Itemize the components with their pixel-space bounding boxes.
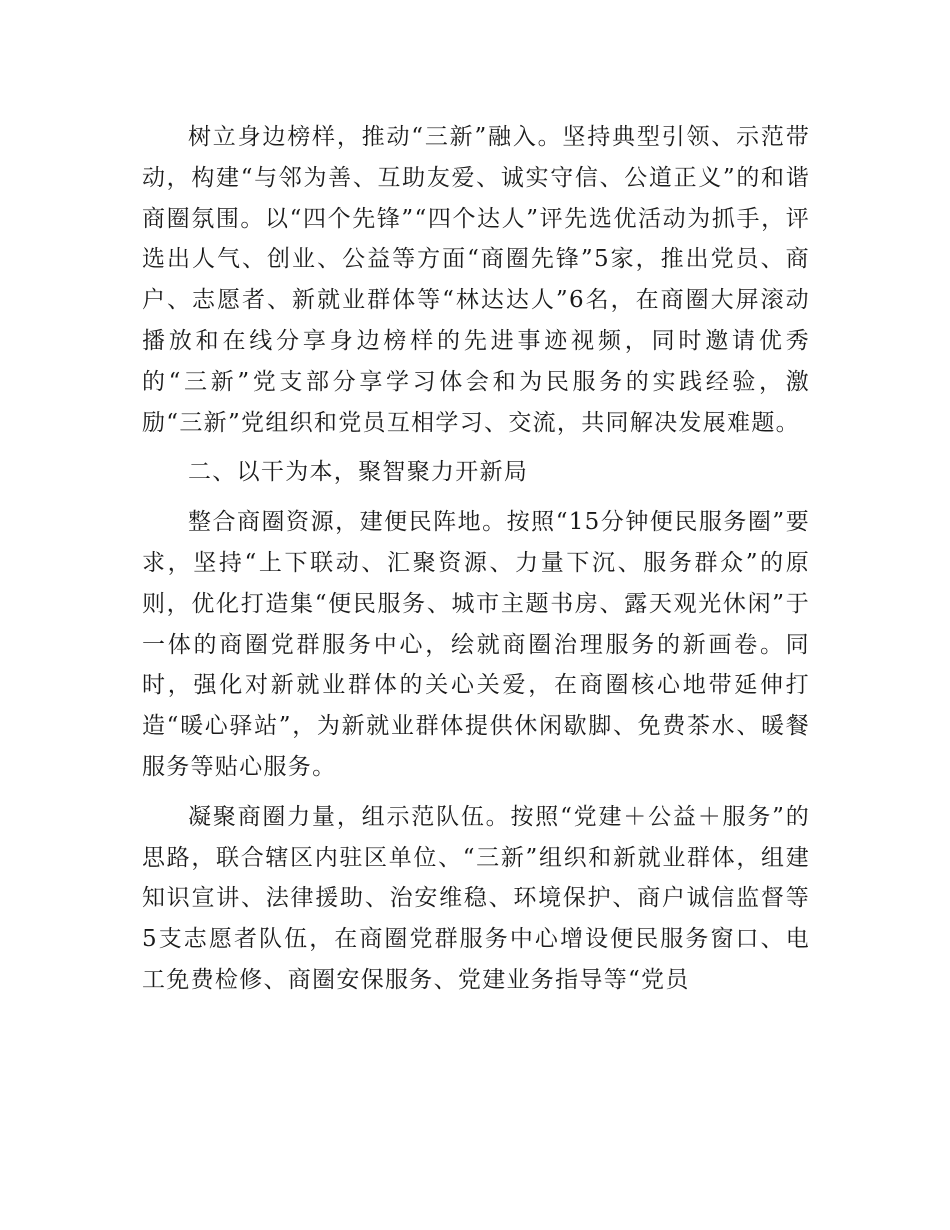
paragraph-volunteer-teams: 凝聚商圈力量，组示范队伍。按照“党建＋公益＋服务”的思路，联合辖区内驻区单位、“三新”组织和新就业群体，组建知识宣讲、法律援助、治安维稳、环境保护、商户诚信监督等5支志愿者队伍，在商圈党群服务中心增设便民服务窗口、电工免费检修、商圈安保服务、党建业务指导等“党员 (142, 803, 810, 993)
paragraph-role-models: 树立身边榜样，推动“三新”融入。坚持典型引领、示范带动，构建“与邻为善、互助友爱、诚实守信、公道正义”的和谐商圈氛围。以“四个先锋”“四个达人”评先选优活动为抓手，评选出人气、创业、公益等方面“商圈先锋”5家，推出党员、商户、志愿者、新就业群体等“林达达人”6名，在商圈大屏滚动播放和在线分享身边榜样的先进事迹视频，同时邀请优秀的“三新”党支部分享学习体会和为民服务的实践经验，激励“三新”党组织和党员互相学习、交流，共同解决发展难题。 (142, 124, 810, 436)
section-heading-2: 二、以干为本，聚智聚力开新局 (188, 459, 529, 486)
paragraph-resources: 整合商圈资源，建便民阵地。按照“15分钟便民服务圈”要求，坚持“上下联动、汇聚资源、力量下沉、服务群众”的原则，优化打造集“便民服务、城市主题书房、露天观光休闲”于一体的商圈党群服务中心，绘就商圈治理服务的新画卷。同时，强化对新就业群体的关心关爱，在商圈核心地带延伸打造“暖心驿站”，为新就业群体提供休闲歇脚、免费茶水、暖餐服务等贴心服务。 (142, 509, 810, 780)
